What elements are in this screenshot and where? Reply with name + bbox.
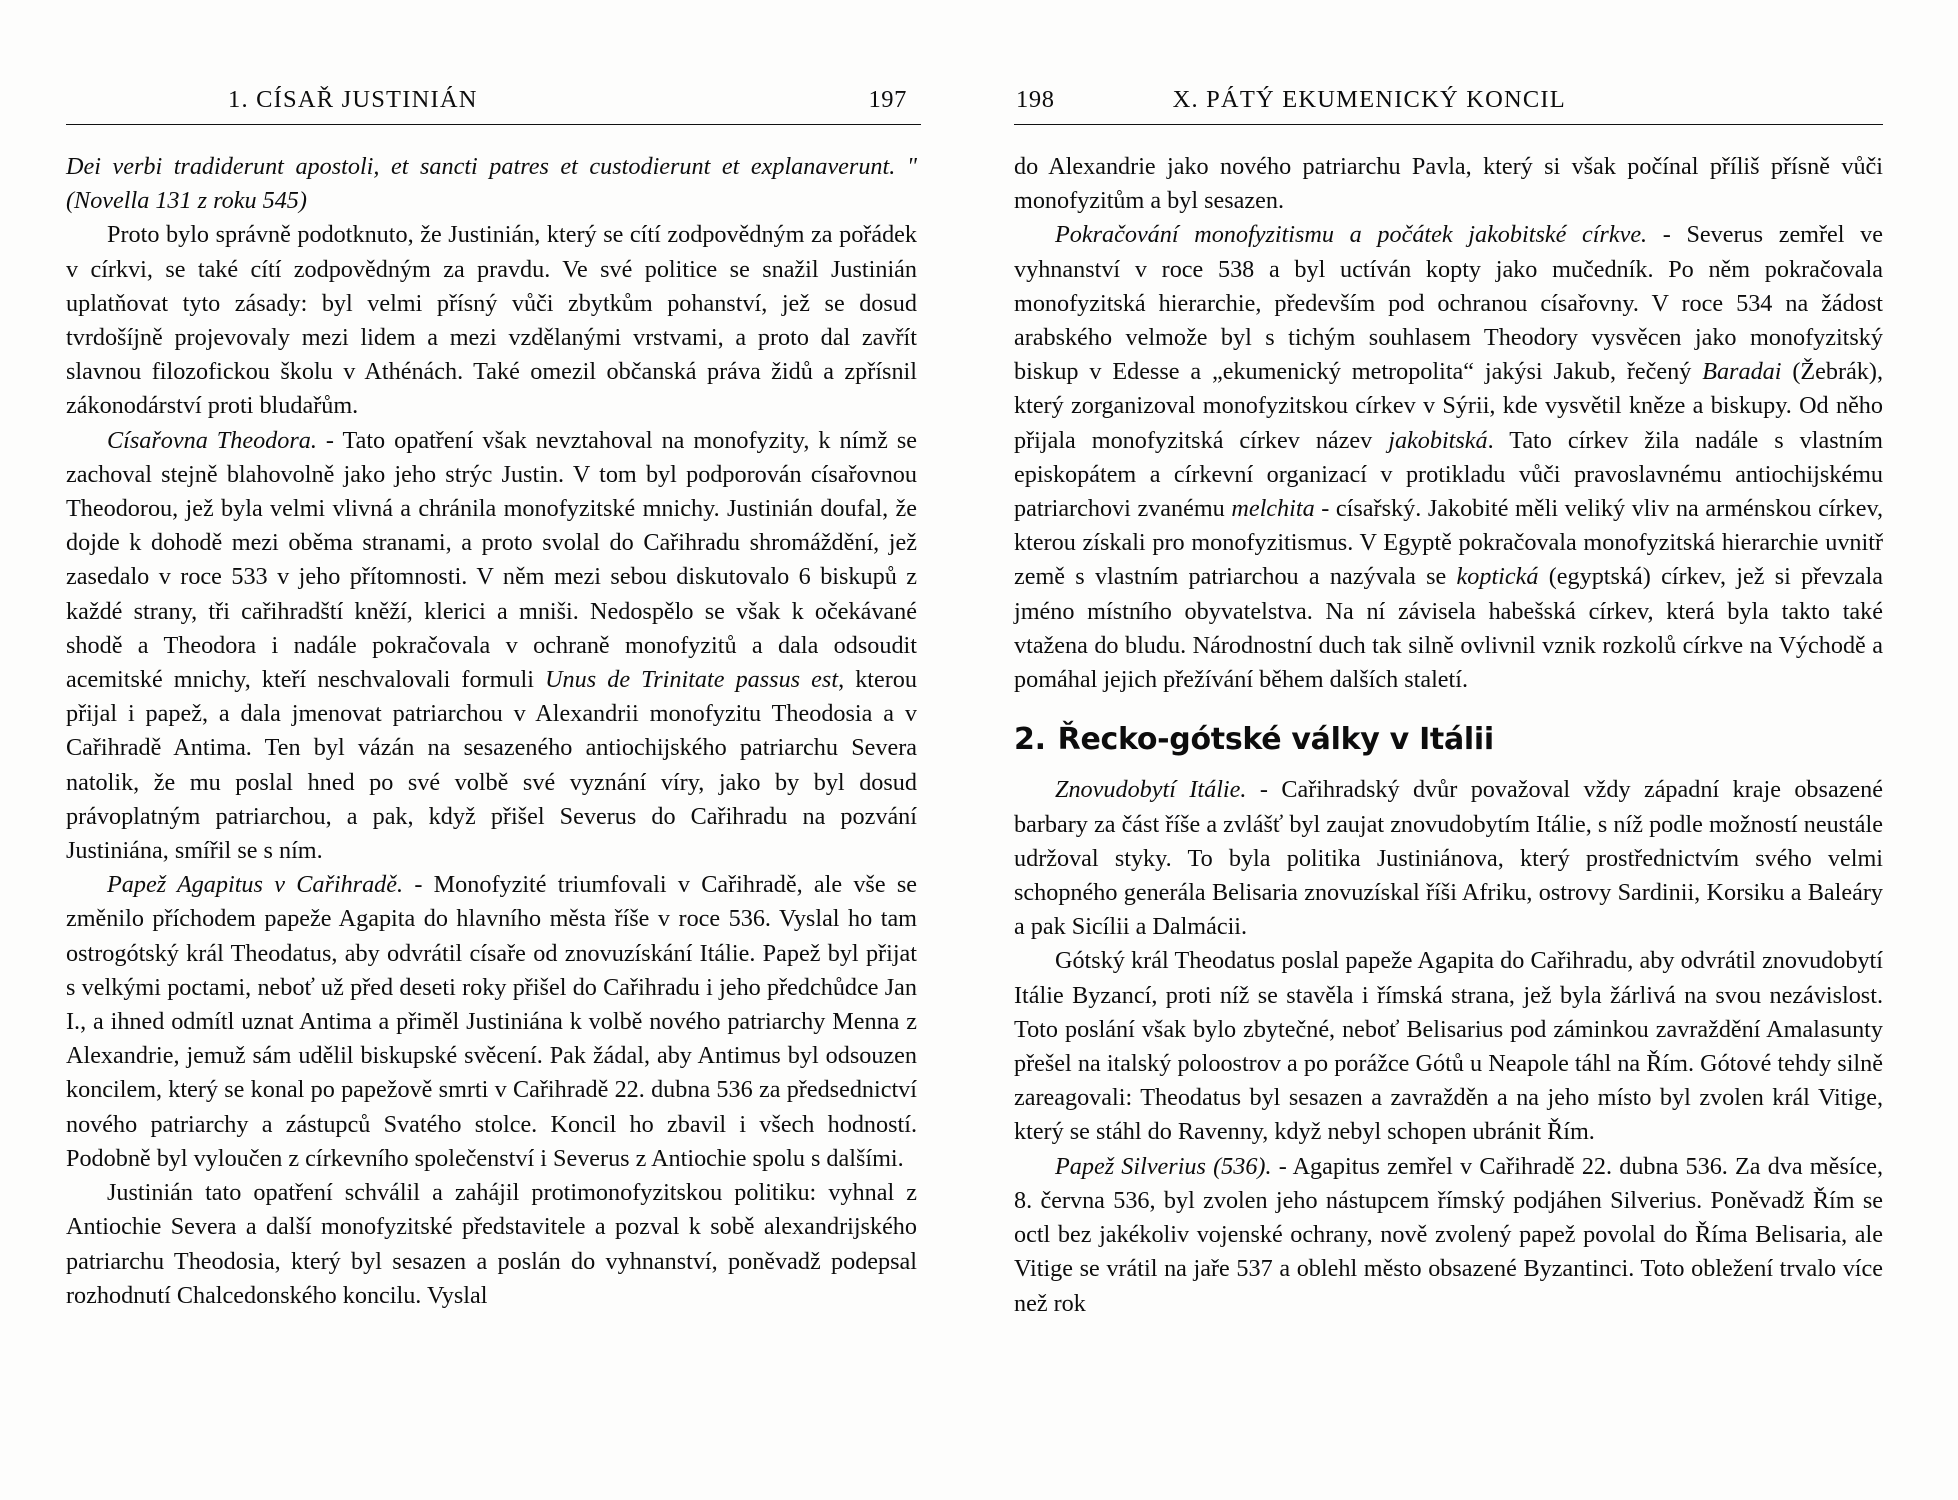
paragraph-run: (Žebrák), který zorganizoval monofyzitskou církev v Sýrii, kde vysvětil kněze a biskupy. Od něho přijala monofyzitská církev název	[1014, 358, 1883, 454]
paragraph-run: - Severus zemřel ve vyhnanství v roce 538 a byl uctíván kopty jako mučedník. Po něm pokračovala monofyzitská hierarchie, především pod ochranou císařovny. V roce 534 na žádost arabského velmože byl s tichým souhlasem Theodory vysvěcen jako monofyzitský biskup v Edesse a „ekumenický metropolita“ jakýsi Jakub, řečený	[1014, 221, 1883, 386]
paragraph	[1014, 944, 1883, 1149]
paragraph-run-italic: Papež Agapitus v Cařihradě.	[107, 871, 404, 899]
paragraph	[1014, 773, 1883, 944]
section-number: 2.	[1014, 722, 1046, 758]
paragraph	[66, 150, 917, 218]
paragraph-run: - Tato opatření však nevztahoval na monofyzity, k nímž se zachoval stejně blahovolně jako jeho strýc Justin. V tom byl podporován císařovnou Theodorou, jež byla velmi vlivná a chránila monofyzitské mnichy. Justinián doufal, že dojde k dohodě mezi oběma stranami, a proto svolal do Cařihradu shromáždění, jež zasedalo v roce 533 v jeho přítomnosti. V něm mezi sebou diskutovalo 6 biskupů z každé strany, tři cařihradští kněží, klerici a mniši. Nedospělo se však k očekávané shodě a Theodora i nadále pokračovala v ochraně monofyzitů a dala odsoudit acemitské mnichy, kteří neschvalovali formuli	[66, 426, 918, 694]
paragraph-run-italic: koptická	[1456, 563, 1539, 591]
right-page-number: 198	[1016, 86, 1055, 113]
paragraph-run: - Agapitus zemřel v Cařihradě 22. dubna 536. Za dva měsíce, 8. června 536, byl zvolen jeho nástupcem římský podjáhen Silverius. Poněvadž Řím se octl bez jakékoliv vojenské ochrany, nově zvolený papež povolal do Říma Belisaria, ale Vitige se vrátil na jaře 537 a oblehl město obsazené Byzantinci. Toto obležení trvalo více než rok	[1014, 1152, 1883, 1317]
paragraph	[1014, 150, 1883, 218]
paragraph-run: - Cařihradský dvůr považoval vždy západní kraje obsazené barbary za část říše a zvlášť byl zaujat znovudobytím Itálie, s níž podle možností neustále udržoval styky. To byla politika Justiniánova, který prostřednictvím svého velmi schopného generála Belisaria znovuzískal říši Afriku, ostrovy Sardinii, Korsiku a Baleáry a pak Sicílii a Dalmácii.	[1014, 776, 1883, 941]
paragraph	[66, 868, 917, 1176]
left-page-number: 197	[868, 86, 907, 113]
paragraph-run-italic: Papež Silverius (536).	[1055, 1152, 1272, 1180]
right-running-head	[1014, 86, 1883, 130]
paragraph-run-italic: Pokračování monofyzitismu a počátek jakobitské církve.	[1055, 221, 1648, 249]
left-running-head-title: 1. CÍSAŘ JUSTINIÁN	[228, 86, 478, 113]
left-page	[0, 86, 979, 1500]
left-page-body	[66, 150, 917, 1313]
paragraph-run: . Tato církev žila nadále s vlastním episkopátem a církevní organizací v protikladu vůči pravoslavnému antiochijskému patriarchovi zvanému	[1014, 426, 1883, 523]
right-running-head-title: X. PÁTÝ EKUMENICKÝ KONCIL	[1172, 86, 1566, 113]
right-head-rule	[1014, 124, 1883, 125]
paragraph-run-italic: Císařovna Theodora.	[107, 426, 317, 454]
paragraph	[66, 424, 917, 869]
paragraph-run: Justinián tato opatření schválil a zahájil protimonofyzitskou politiku: vyhnal z Antiochie Severa a další monofyzitské představitele a pozval k sobě alexandrijského patriarchu Theodosia, který byl sesazen a poslán do vyhnanství, poněvadž podepsal rozhodnutí Chalcedonského koncilu. Vyslal	[66, 1179, 917, 1309]
paragraph-run: (egyptská) církev, jež si převzala jméno místního obyvatelstva. Na ní závisela habešská církev, která byla takto také vtažena do bludu. Národnostní duch tak silně ovlivnil vznik rozkolů církve na Východě a pomáhal jejich přežívání během dalších staletí.	[1014, 563, 1883, 694]
paragraph-run-italic: Unus de Trinitate passus est	[545, 666, 839, 694]
paragraph-run-italic: jakobitská	[1388, 426, 1488, 454]
paragraph-run: - císařský. Jakobité měli veliký vliv na arménskou církev, kterou získali pro monofyzitismus. V Egyptě pokračovala monofyzitská hierarchie uvnitř země s vlastním patriarchou a nazývala se	[1014, 495, 1884, 591]
section-title: Řecko-gótské války v Itálii	[1057, 722, 1494, 758]
section-heading	[1014, 723, 1883, 757]
right-page	[979, 86, 1958, 1500]
left-head-rule	[66, 124, 921, 125]
paragraph-run-italic: Dei verbi tradiderunt apostoli, et sancti patres et custodierunt et explanaverunt. " (Novella 131 z roku 545)	[66, 153, 917, 215]
right-page-body	[1014, 150, 1883, 1321]
paragraph-run: Proto bylo správně podotknuto, že Justinián, který se cítí zodpovědným za pořádek v církvi, se také cítí zodpovědným za pravdu. Ve své politice se snažil Justinián uplatňovat tyto zásady: byl velmi přísný vůči zbytkům pohanství, jež se dosud tvrdošíjně projevovaly mezi lidem a mezi vzdělanými vrstvami, a proto dal zavřít slavnou filozofickou školu v Athénách. Také omezil občanská práva židů a zpřísnil zákonodárství proti bludařům.	[66, 221, 917, 420]
paragraph	[66, 1176, 917, 1313]
paragraph	[1014, 1150, 1883, 1321]
paragraph-run: - Monofyzité triumfovali v Cařihradě, ale vše se změnilo příchodem papeže Agapita do hlavního města říše v roce 536. Vyslal ho tam ostrogótský král Theodatus, aby odvrátil císaře od znovuzískání Itálie. Papež byl přijat s velkými poctami, neboť už před deseti roky přišel do Cařihradu i jeho předchůdce Jan I., a ihned odmítl uznat Antima a přiměl Justiniána k volbě nového patriarchy Menna z Alexandrie, jemuž sám udělil biskupské svěcení. Pak žádal, aby Antimus byl odsouzen koncilem, který se konal po papežově smrti v Cařihradě 22. dubna 536 za předsednictví nového patriarchy a zástupců Svatého stolce. Koncil ho zbavil i všech hodností. Podobně byl vyloučen z církevního společenství i Severus z Antiochie spolu s dalšími.	[66, 871, 917, 1172]
paragraph	[66, 218, 917, 423]
paragraph-run: do Alexandrie jako nového patriarchu Pavla, který si však počínal příliš přísně vůči monofyzitům a byl sesazen.	[1014, 153, 1883, 215]
paragraph-run: , kterou přijal i papež, a dala jmenovat patriarchou v Alexandrii monofyzitu Theodosia a v Cařihradě Antima. Ten byl vázán na sesazeného antiochijského patriarchu Severa natolik, že mu poslal hned po své volbě své vyznání víry, jako by byl dosud právoplatným patriarchou, a pak, když přišel Severus do Cařihradu na pozvání Justiniána, smířil se s ním.	[66, 666, 917, 865]
paragraph-run: Gótský král Theodatus poslal papeže Agapita do Cařihradu, aby odvrátil znovudobytí Itálie Byzancí, proti níž se stavěla i římská strana, jež byla žárlivá na svou nezávislost. Toto poslání však bylo zbytečné, neboť Belisarius pod záminkou zavraždění Amalasunty přešel na italský poloostrov a po porážce Gótů u Neapole táhl na Řím. Gótové tehdy silně zareagovali: Theodatus byl sesazen a zavražděn a na jeho místo byl zvolen král Vitige, který se stáhl do Ravenny, když nebyl schopen ubránit Řím.	[1014, 947, 1883, 1146]
paragraph-run-italic: melchita	[1231, 495, 1315, 523]
paragraph	[1014, 218, 1883, 697]
paragraph-run-italic: Znovudobytí Itálie.	[1055, 776, 1247, 804]
left-running-head	[66, 86, 917, 130]
paragraph-run-italic: Baradai	[1702, 358, 1782, 386]
